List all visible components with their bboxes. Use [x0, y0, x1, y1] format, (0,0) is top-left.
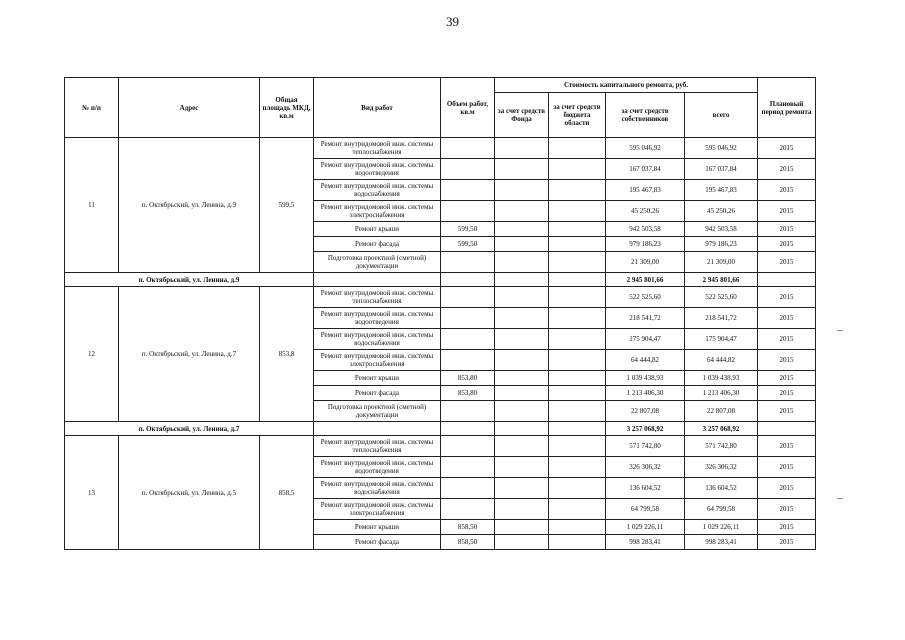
volume-cell	[441, 457, 495, 478]
volume-cell: 599,50	[441, 222, 495, 237]
volume-cell	[441, 159, 495, 180]
volume-cell	[441, 252, 495, 273]
volume-cell: 853,80	[441, 371, 495, 386]
row-number: 13	[65, 436, 119, 550]
owners-cell: 595 046,92	[606, 138, 685, 159]
period-cell: 2015	[758, 520, 816, 535]
period-cell: 2015	[758, 180, 816, 201]
total-volume-cell	[441, 273, 495, 287]
period-cell: 2015	[758, 535, 816, 550]
period-cell: 2015	[758, 138, 816, 159]
total-owners-cell: 2 945 801,66	[606, 273, 685, 287]
fund-cell	[495, 520, 549, 535]
work-type-cell: Ремонт фасада	[314, 237, 441, 252]
fund-cell	[495, 308, 549, 329]
period-cell: 2015	[758, 499, 816, 520]
table-row	[65, 436, 816, 457]
owners-cell: 218 541,72	[606, 308, 685, 329]
area-cell: 858,5	[260, 436, 314, 550]
work-type-cell: Ремонт внутридомовой инж. системы электроснабжения	[314, 499, 441, 520]
total-period-cell	[758, 422, 816, 436]
volume-cell	[441, 499, 495, 520]
regional-cell	[549, 308, 606, 329]
owners-cell: 522 525,60	[606, 287, 685, 308]
total-cell: 522 525,60	[685, 287, 758, 308]
table-body	[65, 138, 816, 550]
total-work-cell	[314, 422, 441, 436]
work-type-cell: Ремонт крыши	[314, 222, 441, 237]
regional-cell	[549, 520, 606, 535]
fund-cell	[495, 371, 549, 386]
regional-cell	[549, 457, 606, 478]
table-row	[65, 138, 816, 159]
margin-mark	[837, 498, 843, 499]
period-cell: 2015	[758, 371, 816, 386]
work-type-cell: Ремонт крыши	[314, 371, 441, 386]
period-cell: 2015	[758, 222, 816, 237]
header-work-type: Вид работ	[314, 78, 441, 138]
work-type-cell: Ремонт внутридомовой инж. системы водоснабжения	[314, 478, 441, 499]
total-cell: 64 444,82	[685, 350, 758, 371]
owners-cell: 326 306,32	[606, 457, 685, 478]
fund-cell	[495, 201, 549, 222]
regional-cell	[549, 350, 606, 371]
regional-cell	[549, 180, 606, 201]
capital-repair-table	[64, 77, 816, 550]
period-cell: 2015	[758, 386, 816, 401]
total-cell: 218 541,72	[685, 308, 758, 329]
work-type-cell: Ремонт внутридомовой инж. системы водоотведения	[314, 159, 441, 180]
fund-cell	[495, 138, 549, 159]
fund-cell	[495, 252, 549, 273]
volume-cell: 858,50	[441, 520, 495, 535]
regional-cell	[549, 478, 606, 499]
volume-cell	[441, 287, 495, 308]
fund-cell	[495, 401, 549, 422]
volume-cell	[441, 436, 495, 457]
total-cell: 22 807,08	[685, 401, 758, 422]
work-type-cell: Ремонт фасада	[314, 535, 441, 550]
fund-cell	[495, 180, 549, 201]
owners-cell: 64 444,82	[606, 350, 685, 371]
period-cell: 2015	[758, 308, 816, 329]
total-cell: 998 283,41	[685, 535, 758, 550]
work-type-cell: Ремонт внутридомовой инж. системы водоотведения	[314, 457, 441, 478]
volume-cell	[441, 308, 495, 329]
fund-cell	[495, 237, 549, 252]
volume-cell	[441, 180, 495, 201]
total-fund-cell	[495, 273, 549, 287]
regional-cell	[549, 159, 606, 180]
owners-cell: 136 604,52	[606, 478, 685, 499]
fund-cell	[495, 329, 549, 350]
period-cell: 2015	[758, 287, 816, 308]
work-type-cell: Ремонт внутридомовой инж. системы водоснабжения	[314, 329, 441, 350]
total-row	[65, 422, 816, 436]
total-cell: 326 306,32	[685, 457, 758, 478]
regional-cell	[549, 535, 606, 550]
owners-cell: 571 742,80	[606, 436, 685, 457]
owners-cell: 979 186,23	[606, 237, 685, 252]
area-cell: 599,5	[260, 138, 314, 273]
period-cell: 2015	[758, 401, 816, 422]
total-owners-cell: 3 257 068,92	[606, 422, 685, 436]
volume-cell	[441, 401, 495, 422]
regional-cell	[549, 252, 606, 273]
owners-cell: 195 467,83	[606, 180, 685, 201]
period-cell: 2015	[758, 350, 816, 371]
regional-cell	[549, 222, 606, 237]
owners-cell: 1 029 226,11	[606, 520, 685, 535]
period-cell: 2015	[758, 457, 816, 478]
fund-cell	[495, 222, 549, 237]
fund-cell	[495, 436, 549, 457]
total-period-cell	[758, 273, 816, 287]
volume-cell: 599,50	[441, 237, 495, 252]
row-number: 11	[65, 138, 119, 273]
regional-cell	[549, 329, 606, 350]
total-cell: 175 904,47	[685, 329, 758, 350]
page-number: 39	[446, 14, 459, 29]
regional-cell	[549, 436, 606, 457]
regional-cell	[549, 371, 606, 386]
total-cell: 1 029 226,11	[685, 520, 758, 535]
period-cell: 2015	[758, 201, 816, 222]
table-row	[65, 287, 816, 308]
header-volume: Объем работ, кв.м	[441, 78, 495, 138]
fund-cell	[495, 478, 549, 499]
period-cell: 2015	[758, 329, 816, 350]
period-cell: 2015	[758, 237, 816, 252]
margin-mark	[837, 330, 843, 331]
total-cell: 979 186,23	[685, 237, 758, 252]
work-type-cell: Ремонт внутридомовой инж. системы теплоснабжения	[314, 138, 441, 159]
fund-cell	[495, 350, 549, 371]
owners-cell: 1 039 438,93	[606, 371, 685, 386]
regional-cell	[549, 138, 606, 159]
address-cell: п. Октябрьский, ул. Ленина, д.9	[119, 138, 260, 273]
owners-cell: 64 799,58	[606, 499, 685, 520]
total-cell: 571 742,80	[685, 436, 758, 457]
regional-cell	[549, 499, 606, 520]
header-regional: за счет средств бюджета области	[549, 93, 606, 138]
owners-cell: 22 807,08	[606, 401, 685, 422]
total-cell: 195 467,83	[685, 180, 758, 201]
total-regional-cell	[549, 273, 606, 287]
period-cell: 2015	[758, 478, 816, 499]
volume-cell	[441, 478, 495, 499]
work-type-cell: Ремонт внутридомовой инж. системы электроснабжения	[314, 350, 441, 371]
regional-cell	[549, 386, 606, 401]
work-type-cell: Ремонт внутридомовой инж. системы теплоснабжения	[314, 436, 441, 457]
total-cell: 136 604,52	[685, 478, 758, 499]
period-cell: 2015	[758, 159, 816, 180]
header-period: Плановый период ремонта	[758, 78, 816, 138]
total-sum-cell: 2 945 801,66	[685, 273, 758, 287]
total-cell: 595 046,92	[685, 138, 758, 159]
header-cost-group: Стоимость капитального ремонта, руб.	[495, 78, 758, 93]
total-cell: 1 039 438,93	[685, 371, 758, 386]
total-label-cell: п. Октябрьский, ул. Ленина, д.9	[65, 273, 314, 287]
owners-cell: 21 309,00	[606, 252, 685, 273]
header-total: всего	[685, 93, 758, 138]
owners-cell: 1 213 406,30	[606, 386, 685, 401]
fund-cell	[495, 386, 549, 401]
owners-cell: 175 904,47	[606, 329, 685, 350]
header-fund: за счет средств Фонда	[495, 93, 549, 138]
volume-cell	[441, 350, 495, 371]
fund-cell	[495, 159, 549, 180]
period-cell: 2015	[758, 436, 816, 457]
header-address: Адрес	[119, 78, 260, 138]
header-owners: за счет средств собственников	[606, 93, 685, 138]
header-area: Общая площадь МКД, кв.м	[260, 78, 314, 138]
work-type-cell: Ремонт внутридомовой инж. системы водоснабжения	[314, 180, 441, 201]
regional-cell	[549, 201, 606, 222]
total-volume-cell	[441, 422, 495, 436]
work-type-cell: Ремонт внутридомовой инж. системы теплоснабжения	[314, 287, 441, 308]
work-type-cell: Ремонт фасада	[314, 386, 441, 401]
period-cell: 2015	[758, 252, 816, 273]
fund-cell	[495, 457, 549, 478]
total-cell: 167 037,84	[685, 159, 758, 180]
regional-cell	[549, 287, 606, 308]
volume-cell	[441, 201, 495, 222]
total-row	[65, 273, 816, 287]
total-cell: 64 799,58	[685, 499, 758, 520]
regional-cell	[549, 237, 606, 252]
owners-cell: 998 283,41	[606, 535, 685, 550]
header-num: № п/п	[65, 78, 119, 138]
fund-cell	[495, 499, 549, 520]
work-type-cell: Ремонт внутридомовой инж. системы электроснабжения	[314, 201, 441, 222]
total-label-cell: п. Октябрьский, ул. Ленина, д.7	[65, 422, 314, 436]
address-cell: п. Октябрьский, ул. Ленина, д.5	[119, 436, 260, 550]
total-fund-cell	[495, 422, 549, 436]
volume-cell	[441, 138, 495, 159]
total-work-cell	[314, 273, 441, 287]
area-cell: 853,8	[260, 287, 314, 422]
total-cell: 1 213 406,30	[685, 386, 758, 401]
address-cell: п. Октябрьский, ул. Ленина, д.7	[119, 287, 260, 422]
work-type-cell: Подготовка проектной (сметной) документации	[314, 252, 441, 273]
work-type-cell: Ремонт крыши	[314, 520, 441, 535]
owners-cell: 942 503,58	[606, 222, 685, 237]
owners-cell: 167 037,84	[606, 159, 685, 180]
regional-cell	[549, 401, 606, 422]
total-sum-cell: 3 257 068,92	[685, 422, 758, 436]
total-regional-cell	[549, 422, 606, 436]
work-type-cell: Подготовка проектной (сметной) документации	[314, 401, 441, 422]
owners-cell: 45 250,26	[606, 201, 685, 222]
total-cell: 45 250,26	[685, 201, 758, 222]
work-type-cell: Ремонт внутридомовой инж. системы водоотведения	[314, 308, 441, 329]
row-number: 12	[65, 287, 119, 422]
fund-cell	[495, 287, 549, 308]
volume-cell: 853,80	[441, 386, 495, 401]
total-cell: 942 503,58	[685, 222, 758, 237]
total-cell: 21 309,00	[685, 252, 758, 273]
volume-cell: 858,50	[441, 535, 495, 550]
fund-cell	[495, 535, 549, 550]
volume-cell	[441, 329, 495, 350]
